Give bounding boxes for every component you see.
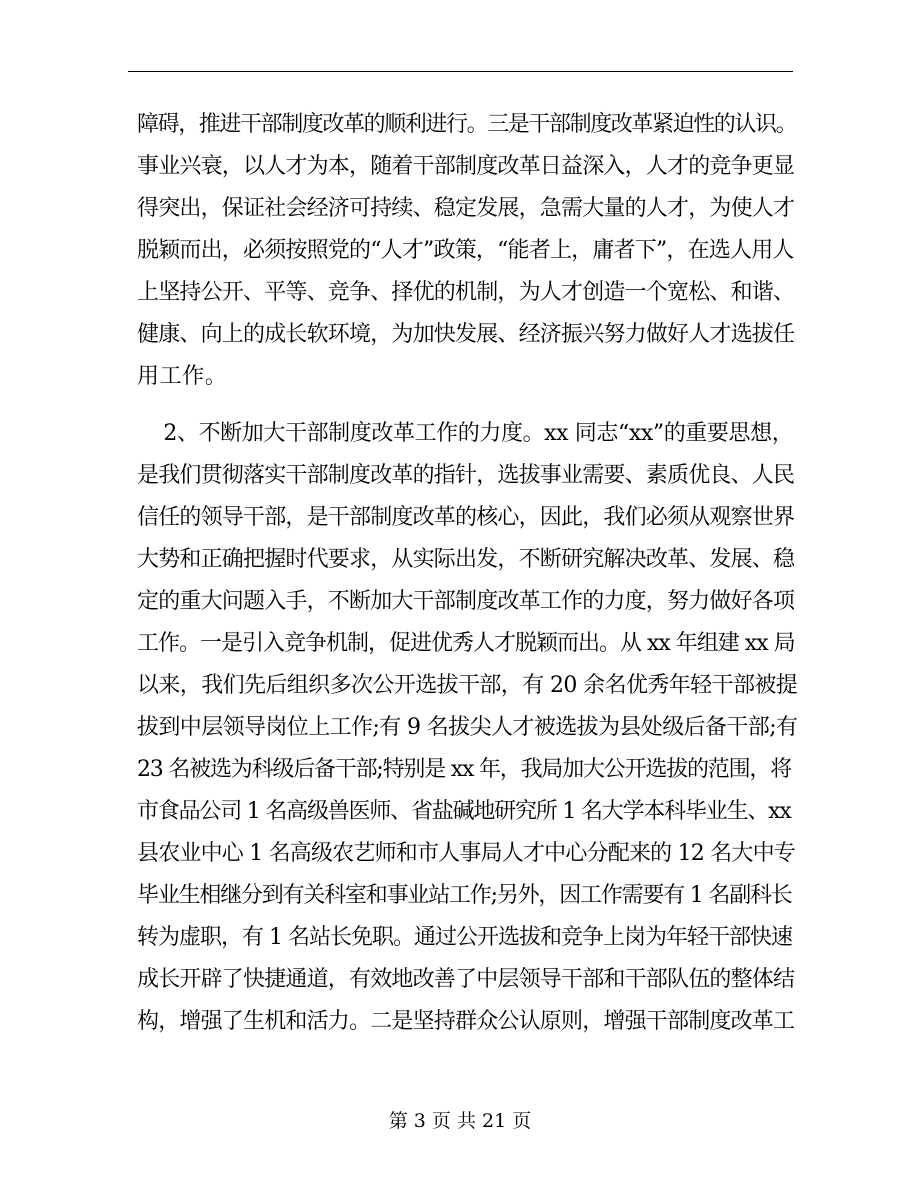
text-line: 工作。一是引入竞争机制，促进优秀人才脱颖而出。从 xx 年组建 xx 局 [137, 631, 795, 656]
text-line: 市食品公司 1 名高级兽医师、省盐碱地研究所 1 名大学本科毕业生、xx [137, 799, 791, 824]
header-rule [128, 71, 793, 72]
text-line: 定的重大问题入手，不断加大干部制度改革工作的力度，努力做好各项 [137, 589, 795, 614]
text-line: 上坚持公开、平等、竞争、择优的机制，为人才创造一个宽松、和谐、 [137, 280, 795, 305]
text-line: 大势和正确把握时代要求，从实际出发，不断研究解决改革、发展、稳 [137, 547, 795, 572]
text-line: 23 名被选为科级后备干部;特别是 xx 年，我局加大公开选拔的范围，将 [137, 757, 792, 782]
text-line: 县农业中心 1 名高级农艺师和市人事局人才中心分配来的 12 名大中专 [137, 841, 795, 866]
text-line: 信任的领导干部，是干部制度改革的核心，因此，我们必须从观察世界 [137, 505, 795, 530]
paragraph-1 [137, 104, 797, 398]
text-line: 健康、向上的成长软环境，为加快发展、经济振兴努力做好人才选拔任 [137, 322, 795, 347]
paragraph-2 [137, 413, 797, 1043]
text-line: 成长开辟了快捷通道，有效地改善了中层领导干部和干部队伍的整体结 [137, 967, 795, 992]
text-line: 转为虚职，有 1 名站长免职。通过公开选拔和竞争上岗为年轻干部快速 [137, 925, 792, 950]
text-line: 构，增强了生机和活力。二是坚持群众公认原则，增强干部制度改革工 [137, 1009, 795, 1034]
text-line: 以来，我们先后组织多次公开选拔干部，有 20 余名优秀年轻干部被提 [137, 673, 798, 698]
text-line: 障碍，推进干部制度改革的顺利进行。三是干部制度改革紧迫性的认识。 [137, 112, 797, 137]
text-line: 事业兴衰，以人才为本，随着干部制度改革日益深入，人才的竞争更显 [137, 154, 795, 179]
text-line: 得突出，保证社会经济可持续、稳定发展，急需大量的人才，为使人才 [137, 196, 795, 221]
page-number: 第 3 页 共 21 页 [388, 1110, 532, 1132]
text-line: 拔到中层领导岗位上工作;有 9 名拔尖人才被选拔为县处级后备干部;有 [137, 715, 798, 740]
text-line: 毕业生相继分到有关科室和事业站工作;另外，因工作需要有 1 名副科长 [137, 883, 792, 908]
body-text [137, 104, 797, 1043]
text-line: 用工作。 [137, 364, 228, 389]
text-line: 2、不断加大干部制度改革工作的力度。xx 同志“xx”的重要思想， [137, 421, 794, 446]
text-line: 是我们贯彻落实干部制度改革的指针，选拔事业需要、素质优良、人民 [137, 463, 795, 488]
text-line: 脱颖而出，必须按照党的“人才”政策，“能者上，庸者下”，在选人用人 [137, 238, 794, 263]
